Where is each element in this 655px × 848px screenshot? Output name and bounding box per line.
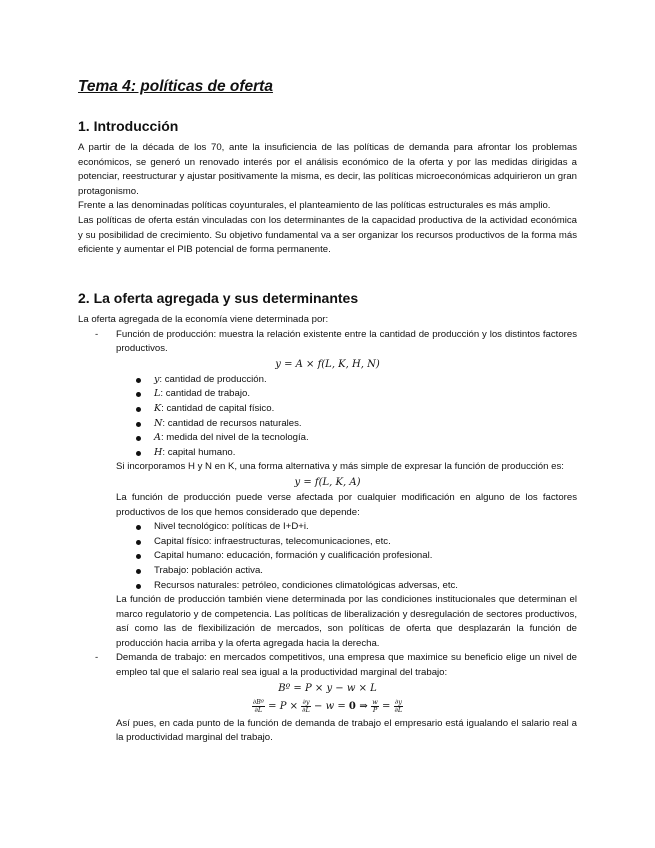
list-item-demanda-trabajo [78, 651, 577, 680]
list-item: Nivel tecnológico: políticas de I+D+i. [136, 520, 577, 535]
factor-list [78, 520, 577, 593]
fraction: $\frac{\text{∂Bº}}{\partial L}$ [252, 697, 264, 714]
fraction: $\frac{w}{P}$ [372, 697, 378, 714]
paragraph: A partir de la década de los 70, ante la insuficiencia de las políticas de demanda para afrontar los problemas económicos, se generó un renovado interés por el análisis económico de la oferta y por las medidas dirigidas a potenciar, reestructurar y ajustar positivamente la misma, es decir, las políticas microeconómicas adquirieron un gran protagonismo. [78, 142, 577, 197]
list-item: K: cantidad de capital físico. [136, 402, 577, 417]
list-item: Trabajo: población activa. [136, 564, 577, 579]
section-introduccion-body [78, 141, 577, 258]
paragraph: La función de producción puede verse afectada por cualquier modificación en alguno de los factores productivos de los que hemos considerado que depende: [116, 491, 577, 518]
section-heading-introduccion: 1. Introducción [78, 118, 179, 134]
list-item-funcion-produccion [78, 328, 577, 357]
list-item: N: cantidad de recursos naturales. [136, 417, 577, 432]
equation-profit: Bº = P × y − w × L [278, 682, 377, 694]
paragraph: Las políticas de oferta están vinculadas con los determinantes de la capacidad productiva de la actividad económica y su posibilidad de crecimiento. Su objetivo fundamental va a ser organizar los recursos productivos de la forma más eficiente y aumentar el PIB potencial de forma permanente. [78, 214, 577, 256]
paragraph: Demanda de trabajo: en mercados competitivos, una empresa que maximice su beneficio elige un nivel de empleo tal que el salario real sea igual a la productividad marginal del trabajo: [116, 652, 577, 679]
list-item: y: cantidad de producción. [136, 373, 577, 388]
equation-production-function: y = A × f(L, K, H, N) [275, 358, 380, 370]
fraction: $\frac{\partial y}{\partial L}$ [302, 697, 310, 714]
variable-list [78, 373, 577, 461]
list-item: A: medida del nivel de la tecnología. [136, 431, 577, 446]
list-item: Capital humano: educación, formación y cualificación profesional. [136, 549, 577, 564]
equation-production-function-simple: y = f(L, K, A) [294, 476, 361, 488]
list-item: Recursos naturales: petróleo, condiciones climatológicas adversas, etc. [136, 579, 577, 594]
paragraph: La función de producción también viene determinada por las condiciones institucionales que determinan el marco regulatorio y de competencia. Las políticas de liberalización y desregulación de sectores productivos, así como las de flexibilización de mercados, son políticas de oferta que desplazarán la función de producción hacia arriba y la oferta agregada hacia la derecha. [116, 594, 577, 649]
paragraph: La oferta agregada de la economía viene determinada por: [78, 314, 329, 325]
paragraph: Frente a las denominadas políticas coyunturales, el planteamiento de las políticas estructurales es más amplio. [78, 200, 551, 212]
dash-marker: - [95, 328, 99, 340]
list-item: L: cantidad de trabajo. [136, 387, 577, 402]
fraction: $\frac{\partial y}{\partial L}$ [394, 697, 403, 714]
equation-first-order-condition: $\frac{\text{∂Bº}}{\partial L}$ = P × $\frac{\partial y}{\partial L}$ − w = 0 ⇒ $\frac{w}{P}$ = $\frac{\partial y}{\partial L}$ [252, 697, 403, 714]
section-oferta-agregada-body [78, 313, 577, 746]
list-item: Capital físico: infraestructuras, telecomunicaciones, etc. [136, 535, 577, 550]
paragraph: Si incorporamos H y N en K, una forma alternativa y más simple de expresar la función de producción es: [116, 461, 564, 473]
list-item: H: capital humano. [136, 446, 577, 461]
section-heading-oferta-agregada: 2. La oferta agregada y sus determinantes [78, 290, 359, 306]
dash-marker: - [95, 652, 99, 664]
paragraph: Función de producción: muestra la relación existente entre la cantidad de producción y los distintos factores productivos. [116, 328, 577, 355]
paragraph: Así pues, en cada punto de la función de demanda de trabajo el empresario está igualando el salario real a la productividad marginal del trabajo. [116, 717, 577, 744]
page-title: Tema 4: políticas de oferta [78, 78, 273, 95]
